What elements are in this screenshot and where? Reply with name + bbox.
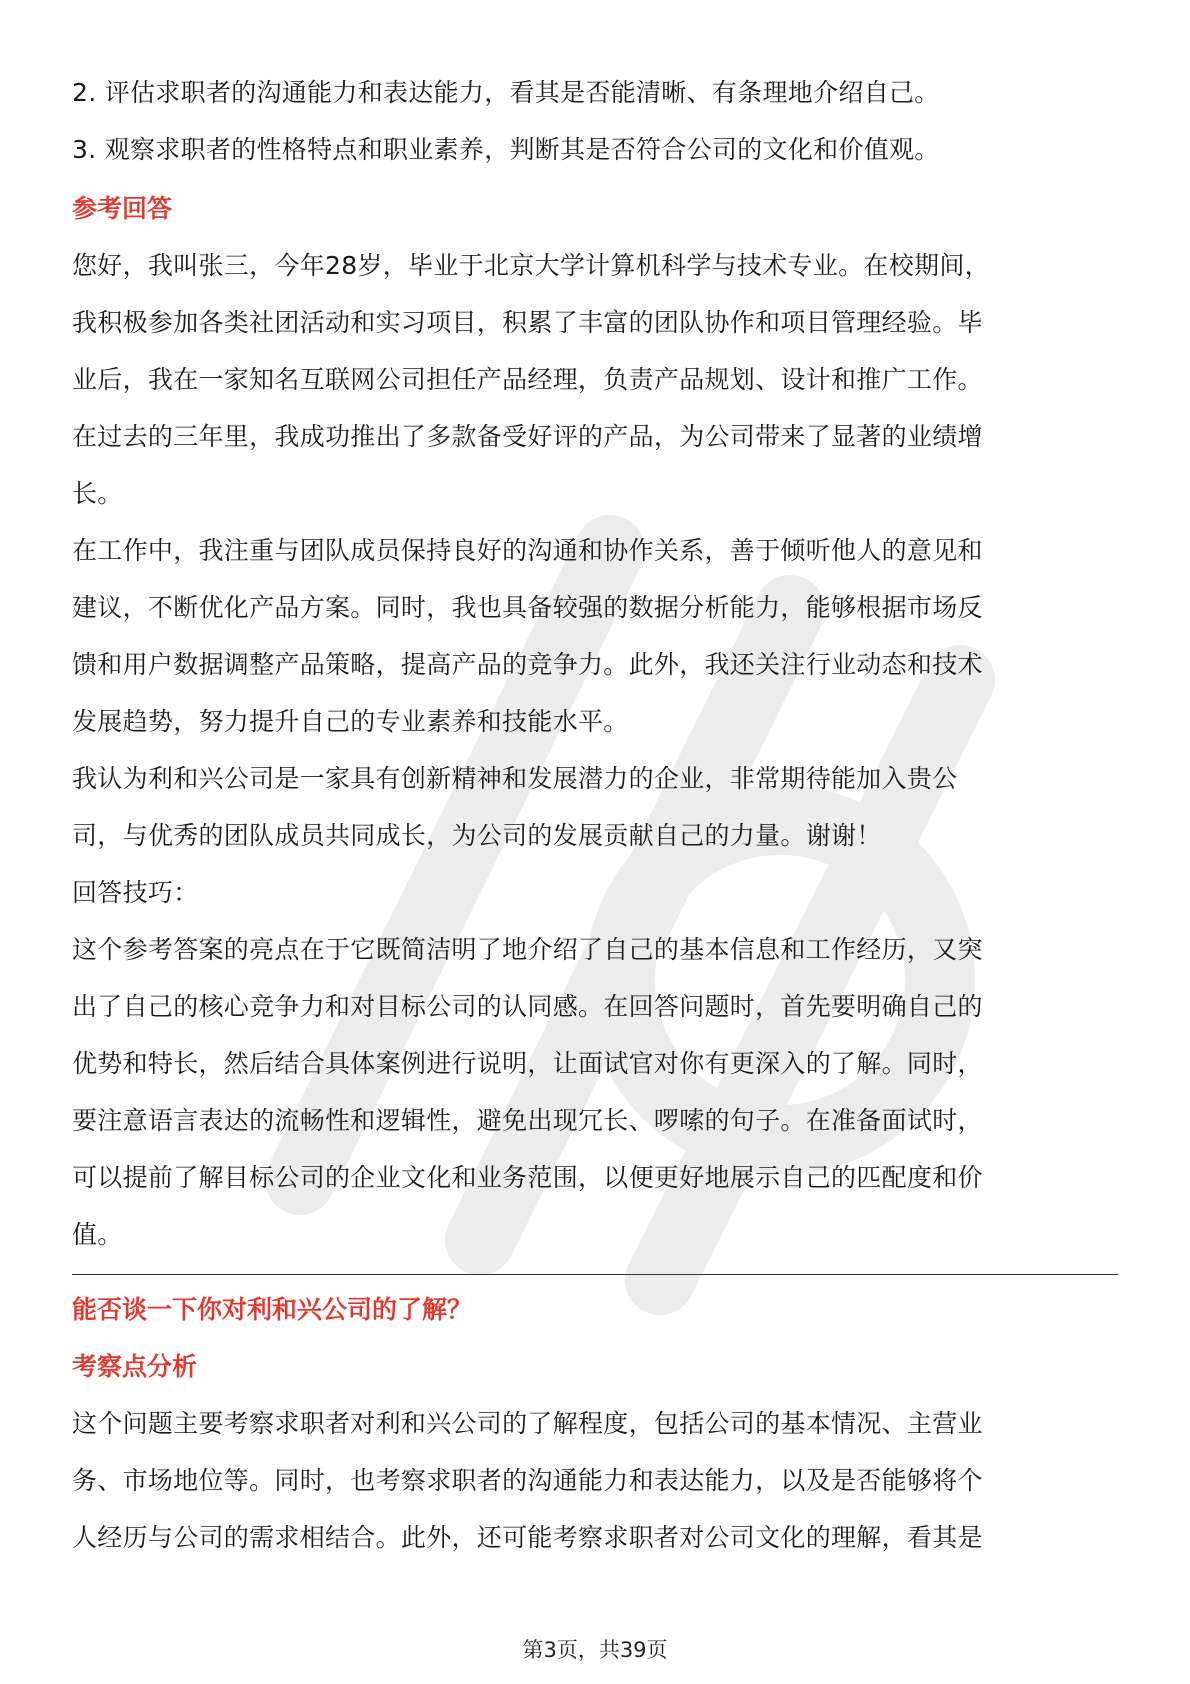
list-item: 3. 观察求职者的性格特点和职业素养，判断其是否符合公司的文化和价值观。 (72, 135, 940, 164)
paragraph-line: 值。 (72, 1220, 123, 1249)
paragraph-line: 出了自己的核心竞争力和对目标公司的认同感。在回答问题时，首先要明确自己的 (72, 992, 983, 1021)
paragraph-line: 我积极参加各类社团活动和实习项目，积累了丰富的团队协作和项目管理经验。毕 (72, 308, 983, 337)
question-title: 能否谈一下你对利和兴公司的了解？ (72, 1295, 473, 1324)
paragraph-line: 建议，不断优化产品方案。同时，我也具备较强的数据分析能力，能够根据市场反 (72, 593, 983, 622)
paragraph-line: 业后，我在一家知名互联网公司担任产品经理，负责产品规划、设计和推广工作。 (72, 365, 983, 394)
paragraph-line: 司，与优秀的团队成员共同成长，为公司的发展贡献自己的力量。谢谢！ (72, 821, 882, 850)
paragraph-line: 务、市场地位等。同时，也考察求职者的沟通能力和表达能力，以及是否能够将个 (72, 1466, 983, 1495)
analysis-heading: 考察点分析 (72, 1352, 198, 1381)
paragraph-line: 优势和特长，然后结合具体案例进行说明，让面试官对你有更深入的了解。同时， (72, 1049, 983, 1078)
paragraph-line: 发展趋势，努力提升自己的专业素养和技能水平。 (72, 707, 629, 736)
page-content (72, 64, 1118, 1566)
paragraph-line: 这个参考答案的亮点在于它既简洁明了地介绍了自己的基本信息和工作经历，又突 (72, 935, 983, 964)
paragraph-line: 人经历与公司的需求相结合。此外，还可能考察求职者对公司文化的理解，看其是 (72, 1523, 983, 1552)
paragraph-line: 在工作中，我注重与团队成员保持良好的沟通和协作关系，善于倾听他人的意见和 (72, 536, 983, 565)
paragraph-line: 这个问题主要考察求职者对利和兴公司的了解程度，包括公司的基本情况、主营业 (72, 1409, 983, 1438)
page-number: 第3页，共39页 (522, 1638, 668, 1662)
paragraph-line: 可以提前了解目标公司的企业文化和业务范围，以便更好地展示自己的匹配度和价 (72, 1163, 983, 1192)
paragraph-line: 我认为利和兴公司是一家具有创新精神和发展潜力的企业，非常期待能加入贵公 (72, 764, 958, 793)
answer-heading: 参考回答 (72, 194, 173, 223)
paragraph-line: 长。 (72, 479, 123, 508)
section-divider (72, 1274, 1118, 1275)
paragraph-line: 您好，我叫张三，今年28岁，毕业于北京大学计算机科学与技术专业。在校期间， (72, 251, 990, 280)
paragraph-line: 在过去的三年里，我成功推出了多款备受好评的产品，为公司带来了显著的业绩增 (72, 422, 983, 451)
list-item: 2. 评估求职者的沟通能力和表达能力，看其是否能清晰、有条理地介绍自己。 (72, 78, 940, 107)
paragraph-line: 馈和用户数据调整产品策略，提高产品的竞争力。此外，我还关注行业动态和技术 (72, 650, 983, 679)
tips-label: 回答技巧： (72, 878, 199, 907)
paragraph-line: 要注意语言表达的流畅性和逻辑性，避免出现冗长、啰嗦的句子。在准备面试时， (72, 1106, 983, 1135)
